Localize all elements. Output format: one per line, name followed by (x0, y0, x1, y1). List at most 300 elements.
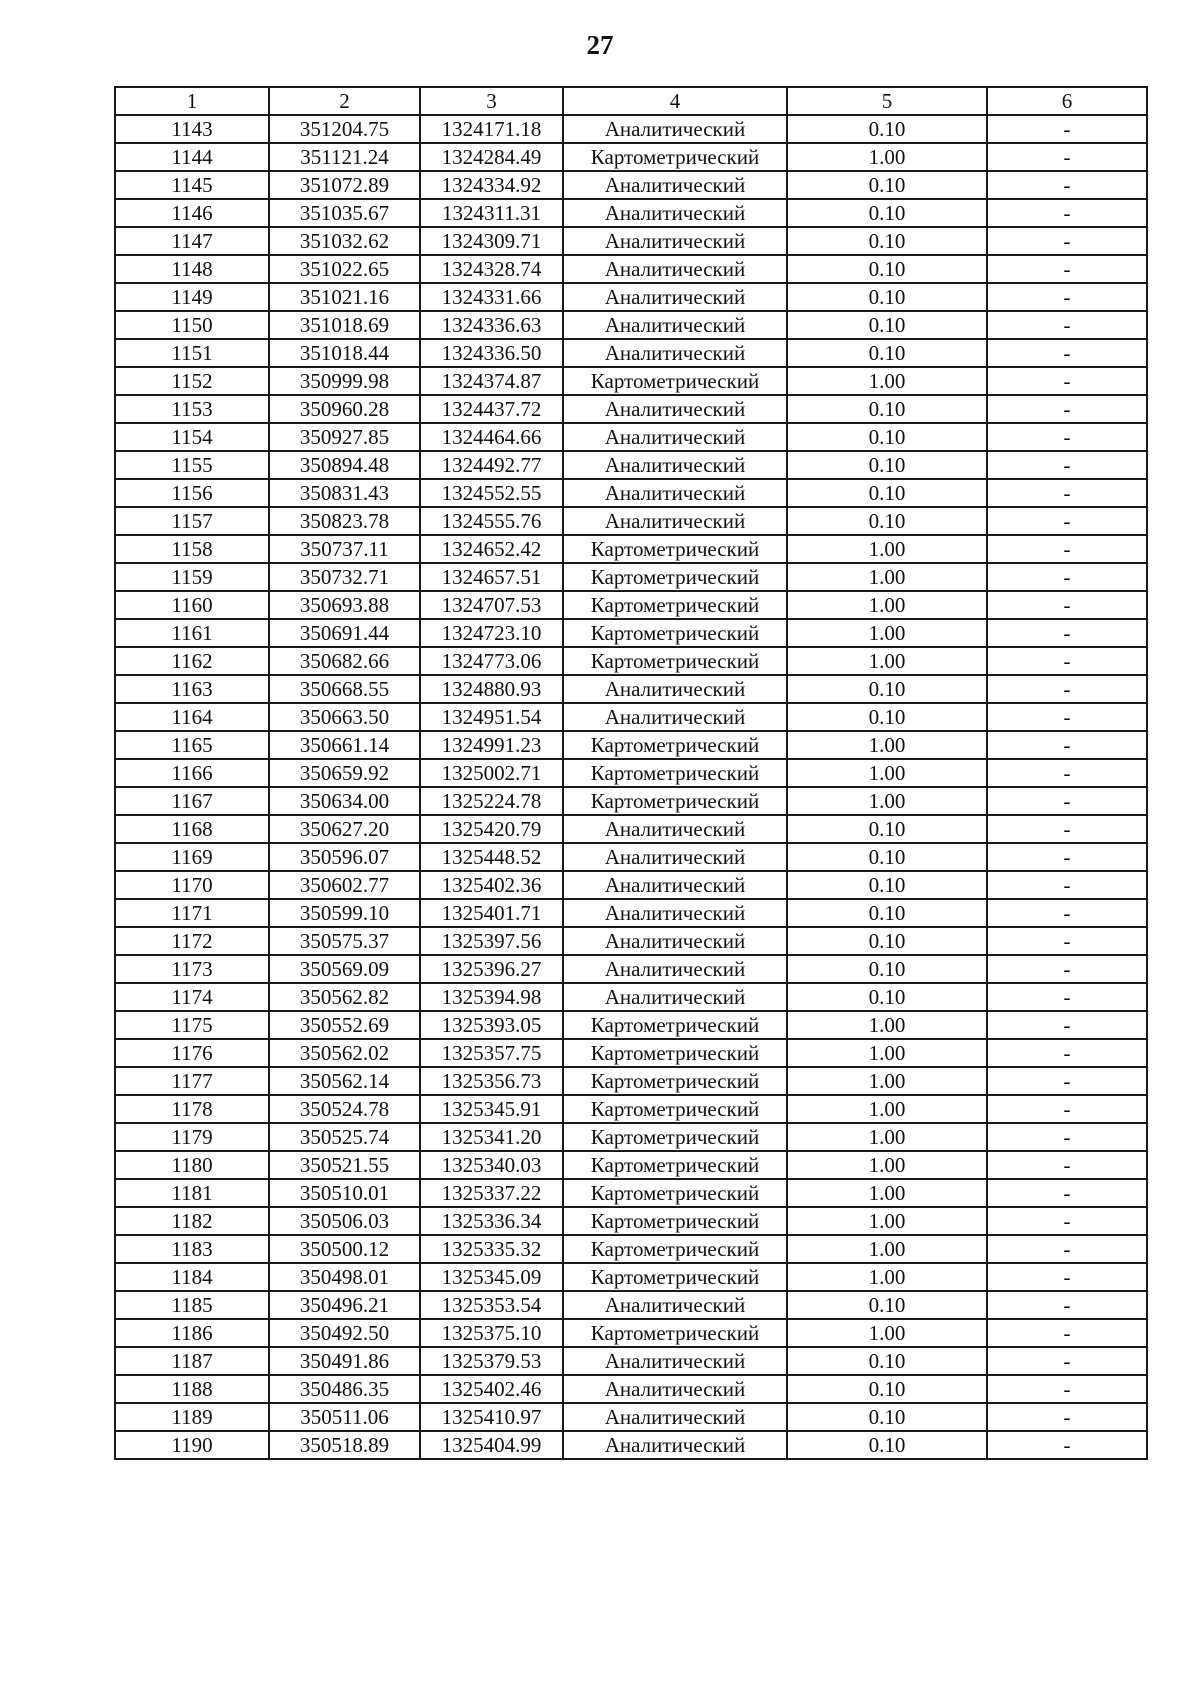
y-coordinate-cell: 1324309.71 (420, 227, 563, 255)
x-coordinate-cell: 350668.55 (269, 675, 420, 703)
point-number-cell: 1175 (115, 1011, 269, 1039)
point-number-cell: 1163 (115, 675, 269, 703)
note-cell: - (987, 731, 1147, 759)
accuracy-cell: 0.10 (787, 815, 987, 843)
note-cell: - (987, 283, 1147, 311)
accuracy-cell: 1.00 (787, 1207, 987, 1235)
y-coordinate-cell: 1325356.73 (420, 1067, 563, 1095)
method-cell: Аналитический (563, 703, 787, 731)
point-number-cell: 1170 (115, 871, 269, 899)
point-number-cell: 1183 (115, 1235, 269, 1263)
y-coordinate-cell: 1324374.87 (420, 367, 563, 395)
table-row (115, 899, 1147, 927)
accuracy-cell: 0.10 (787, 255, 987, 283)
table-header (115, 87, 1147, 115)
method-cell: Картометрический (563, 1011, 787, 1039)
point-number-cell: 1158 (115, 535, 269, 563)
y-coordinate-cell: 1324723.10 (420, 619, 563, 647)
y-coordinate-cell: 1325224.78 (420, 787, 563, 815)
method-cell: Аналитический (563, 955, 787, 983)
accuracy-cell: 1.00 (787, 563, 987, 591)
method-cell: Аналитический (563, 395, 787, 423)
note-cell: - (987, 451, 1147, 479)
accuracy-cell: 1.00 (787, 143, 987, 171)
column-header: 2 (269, 87, 420, 115)
point-number-cell: 1173 (115, 955, 269, 983)
point-number-cell: 1171 (115, 899, 269, 927)
table-row (115, 955, 1147, 983)
y-coordinate-cell: 1324652.42 (420, 535, 563, 563)
table-row (115, 1403, 1147, 1431)
y-coordinate-cell: 1324284.49 (420, 143, 563, 171)
note-cell: - (987, 1179, 1147, 1207)
note-cell: - (987, 395, 1147, 423)
note-cell: - (987, 759, 1147, 787)
y-coordinate-cell: 1324171.18 (420, 115, 563, 143)
method-cell: Аналитический (563, 451, 787, 479)
y-coordinate-cell: 1324991.23 (420, 731, 563, 759)
y-coordinate-cell: 1325402.36 (420, 871, 563, 899)
x-coordinate-cell: 350521.55 (269, 1151, 420, 1179)
x-coordinate-cell: 351032.62 (269, 227, 420, 255)
note-cell: - (987, 871, 1147, 899)
table-row (115, 1263, 1147, 1291)
note-cell: - (987, 1375, 1147, 1403)
x-coordinate-cell: 351072.89 (269, 171, 420, 199)
x-coordinate-cell: 350602.77 (269, 871, 420, 899)
accuracy-cell: 0.10 (787, 955, 987, 983)
table-row (115, 759, 1147, 787)
accuracy-cell: 1.00 (787, 367, 987, 395)
point-number-cell: 1153 (115, 395, 269, 423)
point-number-cell: 1156 (115, 479, 269, 507)
x-coordinate-cell: 351121.24 (269, 143, 420, 171)
point-number-cell: 1161 (115, 619, 269, 647)
point-number-cell: 1174 (115, 983, 269, 1011)
accuracy-cell: 1.00 (787, 1095, 987, 1123)
page-number: 27 (586, 30, 614, 60)
table-row (115, 395, 1147, 423)
method-cell: Картометрический (563, 1263, 787, 1291)
note-cell: - (987, 1403, 1147, 1431)
y-coordinate-cell: 1324464.66 (420, 423, 563, 451)
table-row (115, 1207, 1147, 1235)
point-number-cell: 1146 (115, 199, 269, 227)
y-coordinate-cell: 1324437.72 (420, 395, 563, 423)
note-cell: - (987, 1151, 1147, 1179)
point-number-cell: 1152 (115, 367, 269, 395)
point-number-cell: 1148 (115, 255, 269, 283)
method-cell: Аналитический (563, 311, 787, 339)
accuracy-cell: 0.10 (787, 451, 987, 479)
point-number-cell: 1150 (115, 311, 269, 339)
point-number-cell: 1160 (115, 591, 269, 619)
method-cell: Картометрический (563, 787, 787, 815)
accuracy-cell: 1.00 (787, 787, 987, 815)
note-cell: - (987, 1431, 1147, 1459)
x-coordinate-cell: 350518.89 (269, 1431, 420, 1459)
accuracy-cell: 1.00 (787, 1039, 987, 1067)
accuracy-cell: 0.10 (787, 395, 987, 423)
table-row (115, 115, 1147, 143)
point-number-cell: 1162 (115, 647, 269, 675)
point-number-cell: 1145 (115, 171, 269, 199)
x-coordinate-cell: 350693.88 (269, 591, 420, 619)
accuracy-cell: 0.10 (787, 479, 987, 507)
x-coordinate-cell: 350500.12 (269, 1235, 420, 1263)
method-cell: Картометрический (563, 1123, 787, 1151)
y-coordinate-cell: 1324311.31 (420, 199, 563, 227)
method-cell: Картометрический (563, 731, 787, 759)
method-cell: Аналитический (563, 507, 787, 535)
y-coordinate-cell: 1325335.32 (420, 1235, 563, 1263)
accuracy-cell: 0.10 (787, 871, 987, 899)
x-coordinate-cell: 351018.69 (269, 311, 420, 339)
y-coordinate-cell: 1325420.79 (420, 815, 563, 843)
y-coordinate-cell: 1324334.92 (420, 171, 563, 199)
y-coordinate-cell: 1324328.74 (420, 255, 563, 283)
method-cell: Картометрический (563, 367, 787, 395)
accuracy-cell: 0.10 (787, 1347, 987, 1375)
y-coordinate-cell: 1324552.55 (420, 479, 563, 507)
accuracy-cell: 1.00 (787, 759, 987, 787)
accuracy-cell: 1.00 (787, 731, 987, 759)
x-coordinate-cell: 350599.10 (269, 899, 420, 927)
y-coordinate-cell: 1324880.93 (420, 675, 563, 703)
y-coordinate-cell: 1325345.09 (420, 1263, 563, 1291)
column-header: 3 (420, 87, 563, 115)
table-row (115, 1123, 1147, 1151)
accuracy-cell: 0.10 (787, 171, 987, 199)
accuracy-cell: 1.00 (787, 619, 987, 647)
point-number-cell: 1168 (115, 815, 269, 843)
y-coordinate-cell: 1324657.51 (420, 563, 563, 591)
method-cell: Аналитический (563, 115, 787, 143)
y-coordinate-cell: 1325340.03 (420, 1151, 563, 1179)
note-cell: - (987, 171, 1147, 199)
point-number-cell: 1182 (115, 1207, 269, 1235)
note-cell: - (987, 1039, 1147, 1067)
x-coordinate-cell: 350627.20 (269, 815, 420, 843)
method-cell: Аналитический (563, 815, 787, 843)
y-coordinate-cell: 1325002.71 (420, 759, 563, 787)
y-coordinate-cell: 1325394.98 (420, 983, 563, 1011)
table-row (115, 507, 1147, 535)
y-coordinate-cell: 1325402.46 (420, 1375, 563, 1403)
x-coordinate-cell: 350960.28 (269, 395, 420, 423)
point-number-cell: 1167 (115, 787, 269, 815)
accuracy-cell: 1.00 (787, 591, 987, 619)
method-cell: Картометрический (563, 1151, 787, 1179)
x-coordinate-cell: 351022.65 (269, 255, 420, 283)
method-cell: Аналитический (563, 255, 787, 283)
table-row (115, 535, 1147, 563)
x-coordinate-cell: 350596.07 (269, 843, 420, 871)
table-row (115, 479, 1147, 507)
method-cell: Аналитический (563, 339, 787, 367)
method-cell: Аналитический (563, 1403, 787, 1431)
table-row (115, 927, 1147, 955)
accuracy-cell: 1.00 (787, 1179, 987, 1207)
note-cell: - (987, 115, 1147, 143)
x-coordinate-cell: 350737.11 (269, 535, 420, 563)
table-row (115, 619, 1147, 647)
method-cell: Аналитический (563, 675, 787, 703)
x-coordinate-cell: 350491.86 (269, 1347, 420, 1375)
x-coordinate-cell: 350569.09 (269, 955, 420, 983)
point-number-cell: 1166 (115, 759, 269, 787)
table-row (115, 255, 1147, 283)
note-cell: - (987, 619, 1147, 647)
x-coordinate-cell: 350663.50 (269, 703, 420, 731)
method-cell: Картометрический (563, 1095, 787, 1123)
accuracy-cell: 1.00 (787, 535, 987, 563)
note-cell: - (987, 787, 1147, 815)
method-cell: Аналитический (563, 1375, 787, 1403)
table-body (115, 115, 1147, 1459)
table-row (115, 1375, 1147, 1403)
table-row (115, 1235, 1147, 1263)
method-cell: Картометрический (563, 1179, 787, 1207)
note-cell: - (987, 1207, 1147, 1235)
method-cell: Аналитический (563, 983, 787, 1011)
table-row (115, 423, 1147, 451)
note-cell: - (987, 535, 1147, 563)
point-number-cell: 1185 (115, 1291, 269, 1319)
note-cell: - (987, 843, 1147, 871)
method-cell: Аналитический (563, 1431, 787, 1459)
x-coordinate-cell: 350524.78 (269, 1095, 420, 1123)
note-cell: - (987, 339, 1147, 367)
note-cell: - (987, 1067, 1147, 1095)
accuracy-cell: 0.10 (787, 339, 987, 367)
note-cell: - (987, 479, 1147, 507)
point-number-cell: 1181 (115, 1179, 269, 1207)
table-row (115, 451, 1147, 479)
note-cell: - (987, 255, 1147, 283)
y-coordinate-cell: 1324707.53 (420, 591, 563, 619)
x-coordinate-cell: 350562.82 (269, 983, 420, 1011)
method-cell: Картометрический (563, 1319, 787, 1347)
method-cell: Картометрический (563, 1207, 787, 1235)
method-cell: Аналитический (563, 871, 787, 899)
point-number-cell: 1155 (115, 451, 269, 479)
x-coordinate-cell: 350661.14 (269, 731, 420, 759)
x-coordinate-cell: 350492.50 (269, 1319, 420, 1347)
note-cell: - (987, 927, 1147, 955)
x-coordinate-cell: 350506.03 (269, 1207, 420, 1235)
accuracy-cell: 0.10 (787, 843, 987, 871)
accuracy-cell: 0.10 (787, 1403, 987, 1431)
table-row (115, 1151, 1147, 1179)
accuracy-cell: 1.00 (787, 1151, 987, 1179)
point-number-cell: 1169 (115, 843, 269, 871)
table-row (115, 1039, 1147, 1067)
accuracy-cell: 0.10 (787, 115, 987, 143)
table-row (115, 171, 1147, 199)
table-row (115, 591, 1147, 619)
column-header: 4 (563, 87, 787, 115)
column-header: 5 (787, 87, 987, 115)
note-cell: - (987, 227, 1147, 255)
method-cell: Картометрический (563, 563, 787, 591)
y-coordinate-cell: 1325397.56 (420, 927, 563, 955)
accuracy-cell: 0.10 (787, 507, 987, 535)
note-cell: - (987, 647, 1147, 675)
x-coordinate-cell: 350498.01 (269, 1263, 420, 1291)
x-coordinate-cell: 350575.37 (269, 927, 420, 955)
accuracy-cell: 0.10 (787, 703, 987, 731)
table-row (115, 1011, 1147, 1039)
x-coordinate-cell: 350927.85 (269, 423, 420, 451)
x-coordinate-cell: 350682.66 (269, 647, 420, 675)
x-coordinate-cell: 350999.98 (269, 367, 420, 395)
y-coordinate-cell: 1325345.91 (420, 1095, 563, 1123)
point-number-cell: 1172 (115, 927, 269, 955)
note-cell: - (987, 815, 1147, 843)
point-number-cell: 1149 (115, 283, 269, 311)
note-cell: - (987, 955, 1147, 983)
table-row (115, 647, 1147, 675)
note-cell: - (987, 1347, 1147, 1375)
point-number-cell: 1186 (115, 1319, 269, 1347)
point-number-cell: 1184 (115, 1263, 269, 1291)
accuracy-cell: 1.00 (787, 1263, 987, 1291)
note-cell: - (987, 1235, 1147, 1263)
accuracy-cell: 1.00 (787, 1319, 987, 1347)
point-number-cell: 1154 (115, 423, 269, 451)
x-coordinate-cell: 350552.69 (269, 1011, 420, 1039)
note-cell: - (987, 367, 1147, 395)
accuracy-cell: 1.00 (787, 647, 987, 675)
note-cell: - (987, 311, 1147, 339)
table-row (115, 1347, 1147, 1375)
x-coordinate-cell: 350634.00 (269, 787, 420, 815)
table-row (115, 311, 1147, 339)
method-cell: Аналитический (563, 899, 787, 927)
table-row (115, 143, 1147, 171)
table-row (115, 339, 1147, 367)
table-row (115, 983, 1147, 1011)
y-coordinate-cell: 1325353.54 (420, 1291, 563, 1319)
header-row (115, 87, 1147, 115)
x-coordinate-cell: 351035.67 (269, 199, 420, 227)
accuracy-cell: 0.10 (787, 1431, 987, 1459)
y-coordinate-cell: 1325396.27 (420, 955, 563, 983)
table-row (115, 1179, 1147, 1207)
table-row (115, 871, 1147, 899)
x-coordinate-cell: 350510.01 (269, 1179, 420, 1207)
method-cell: Картометрический (563, 619, 787, 647)
note-cell: - (987, 143, 1147, 171)
x-coordinate-cell: 350831.43 (269, 479, 420, 507)
method-cell: Аналитический (563, 199, 787, 227)
y-coordinate-cell: 1324336.63 (420, 311, 563, 339)
accuracy-cell: 0.10 (787, 983, 987, 1011)
method-cell: Картометрический (563, 591, 787, 619)
note-cell: - (987, 1263, 1147, 1291)
note-cell: - (987, 703, 1147, 731)
x-coordinate-cell: 350525.74 (269, 1123, 420, 1151)
point-number-cell: 1147 (115, 227, 269, 255)
method-cell: Аналитический (563, 843, 787, 871)
point-number-cell: 1165 (115, 731, 269, 759)
x-coordinate-cell: 350496.21 (269, 1291, 420, 1319)
point-number-cell: 1178 (115, 1095, 269, 1123)
method-cell: Аналитический (563, 283, 787, 311)
method-cell: Аналитический (563, 1291, 787, 1319)
note-cell: - (987, 1011, 1147, 1039)
point-number-cell: 1177 (115, 1067, 269, 1095)
point-number-cell: 1143 (115, 115, 269, 143)
note-cell: - (987, 675, 1147, 703)
table-row (115, 1095, 1147, 1123)
y-coordinate-cell: 1324336.50 (420, 339, 563, 367)
method-cell: Картометрический (563, 1039, 787, 1067)
point-number-cell: 1151 (115, 339, 269, 367)
note-cell: - (987, 199, 1147, 227)
y-coordinate-cell: 1324555.76 (420, 507, 563, 535)
x-coordinate-cell: 350732.71 (269, 563, 420, 591)
x-coordinate-cell: 351018.44 (269, 339, 420, 367)
note-cell: - (987, 423, 1147, 451)
y-coordinate-cell: 1325336.34 (420, 1207, 563, 1235)
table-row (115, 199, 1147, 227)
x-coordinate-cell: 350691.44 (269, 619, 420, 647)
y-coordinate-cell: 1325393.05 (420, 1011, 563, 1039)
point-number-cell: 1159 (115, 563, 269, 591)
point-number-cell: 1180 (115, 1151, 269, 1179)
y-coordinate-cell: 1325401.71 (420, 899, 563, 927)
method-cell: Аналитический (563, 927, 787, 955)
x-coordinate-cell: 350894.48 (269, 451, 420, 479)
y-coordinate-cell: 1325375.10 (420, 1319, 563, 1347)
accuracy-cell: 0.10 (787, 423, 987, 451)
table-row (115, 787, 1147, 815)
method-cell: Картометрический (563, 1235, 787, 1263)
method-cell: Аналитический (563, 171, 787, 199)
table-row (115, 1291, 1147, 1319)
table-row (115, 1067, 1147, 1095)
accuracy-cell: 0.10 (787, 1291, 987, 1319)
accuracy-cell: 0.10 (787, 899, 987, 927)
y-coordinate-cell: 1325404.99 (420, 1431, 563, 1459)
x-coordinate-cell: 350659.92 (269, 759, 420, 787)
accuracy-cell: 0.10 (787, 675, 987, 703)
accuracy-cell: 0.10 (787, 227, 987, 255)
y-coordinate-cell: 1325410.97 (420, 1403, 563, 1431)
method-cell: Картометрический (563, 1067, 787, 1095)
x-coordinate-cell: 350511.06 (269, 1403, 420, 1431)
accuracy-cell: 0.10 (787, 283, 987, 311)
table-row (115, 283, 1147, 311)
note-cell: - (987, 899, 1147, 927)
x-coordinate-cell: 350486.35 (269, 1375, 420, 1403)
point-number-cell: 1179 (115, 1123, 269, 1151)
point-number-cell: 1190 (115, 1431, 269, 1459)
table-row (115, 843, 1147, 871)
method-cell: Картометрический (563, 759, 787, 787)
method-cell: Картометрический (563, 535, 787, 563)
method-cell: Картометрический (563, 143, 787, 171)
point-number-cell: 1188 (115, 1375, 269, 1403)
note-cell: - (987, 563, 1147, 591)
y-coordinate-cell: 1325379.53 (420, 1347, 563, 1375)
table-row (115, 703, 1147, 731)
point-number-cell: 1176 (115, 1039, 269, 1067)
table-row (115, 1431, 1147, 1459)
y-coordinate-cell: 1325337.22 (420, 1179, 563, 1207)
